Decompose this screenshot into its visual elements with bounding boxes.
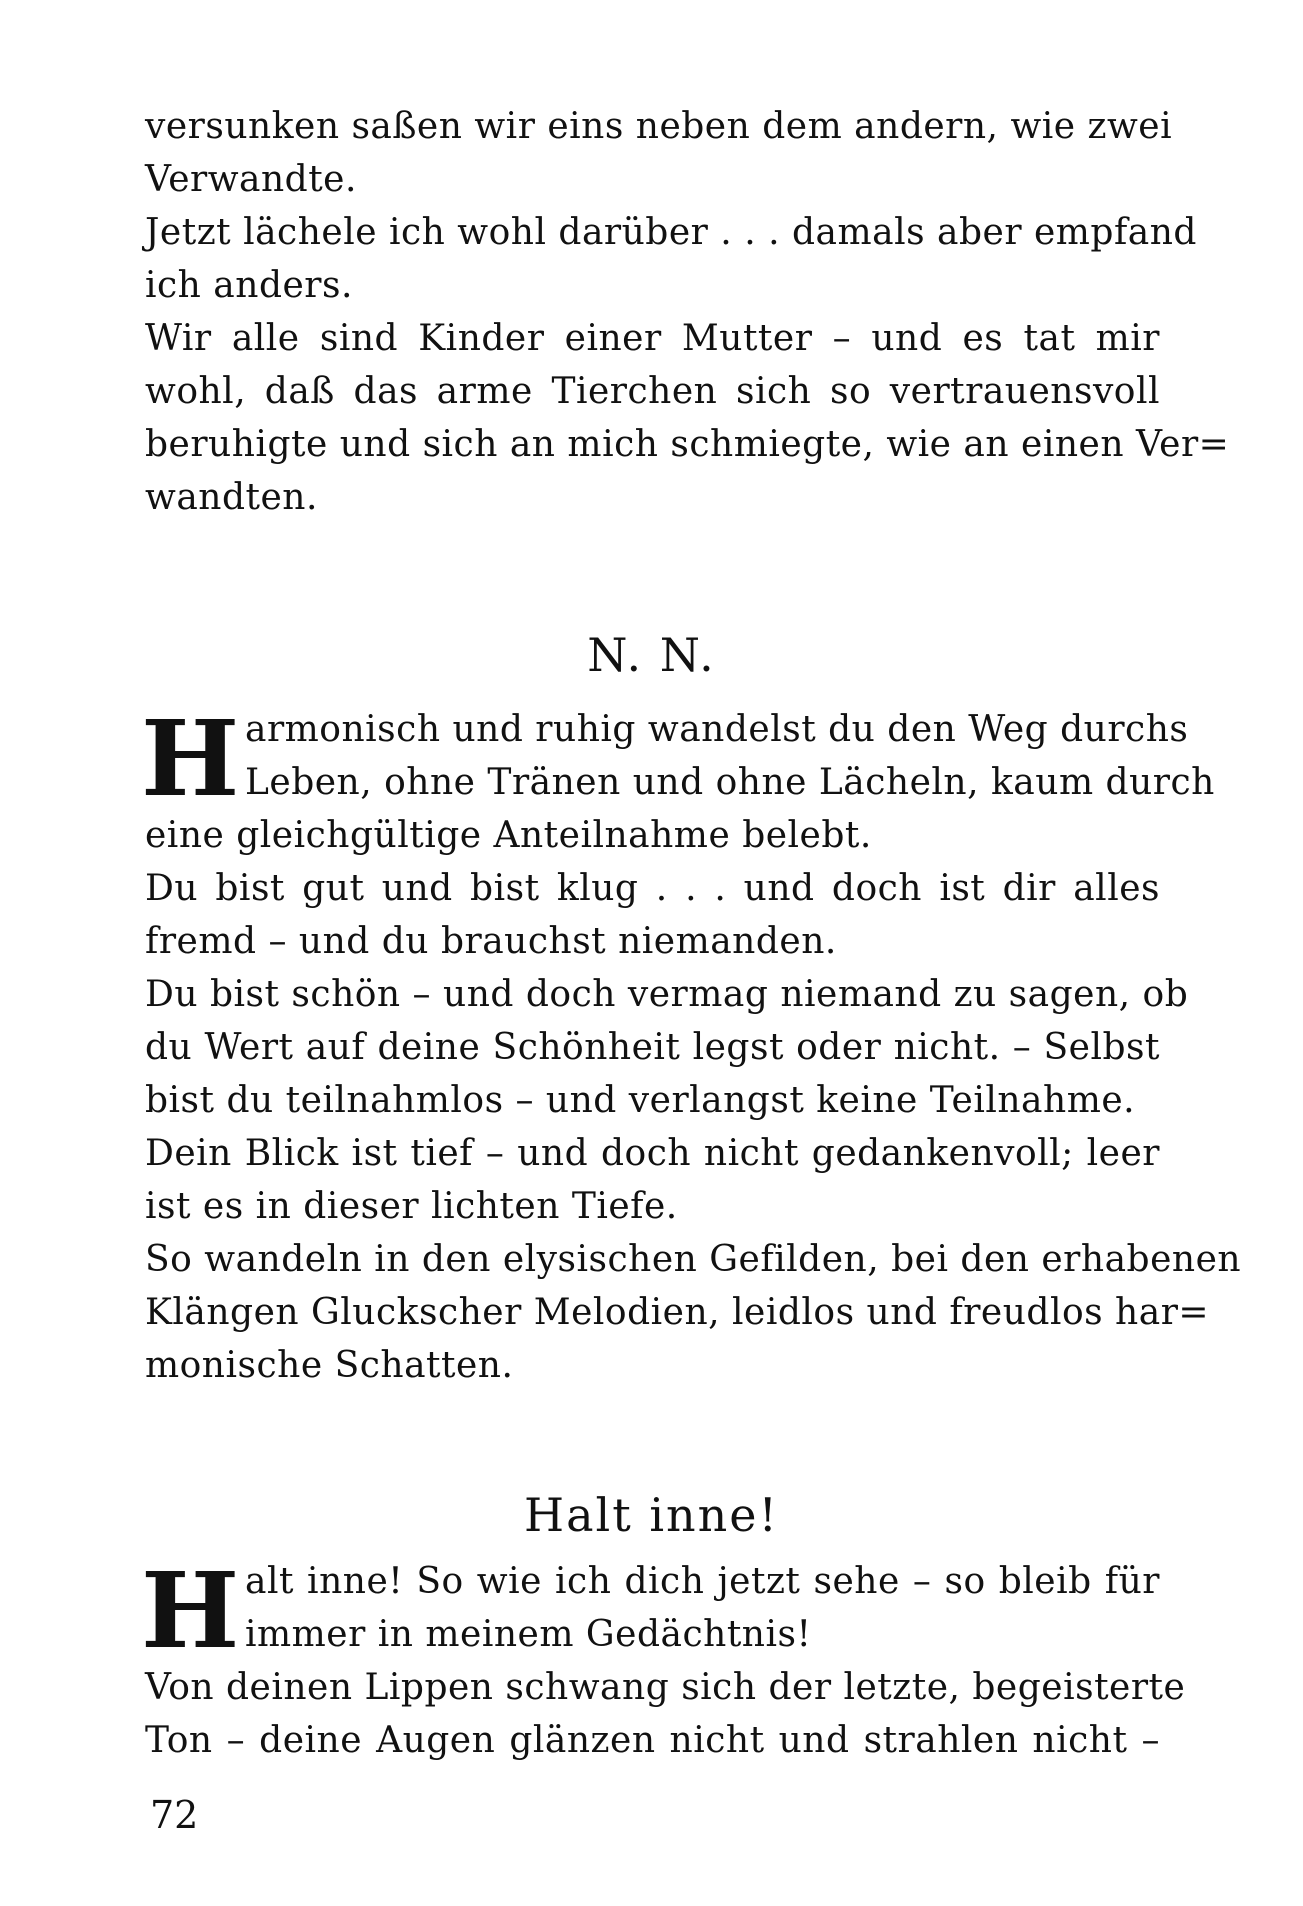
section-title-nn: N. N. <box>587 628 716 682</box>
text-line: Von deinen Lippen schwang sich der letzte, begeisterte <box>145 1667 1186 1708</box>
text-line: Jetzt lächele ich wohl darüber . . . damals aber empfand <box>145 212 1197 253</box>
dropcap-paragraph <box>141 1549 1160 1672</box>
text-line: Verwandte. <box>145 159 357 200</box>
text-line: So wandeln in den elysischen Gefilden, bei den erhabenen <box>145 1239 1242 1280</box>
text-line: Ton – deine Augen glänzen nicht und strahlen nicht – <box>145 1720 1160 1761</box>
text-line: versunken saßen wir eins neben dem andern, wie zwei <box>145 106 1173 147</box>
text-line: eine gleichgültige Anteilnahme belebt. <box>145 815 872 856</box>
text-line: beruhigte und sich an mich schmiegte, wie an einen Ver= <box>145 424 1230 465</box>
page-number: 72 <box>150 1793 199 1837</box>
section-continuation <box>145 100 1230 524</box>
dropcap-letter: H <box>141 1549 240 1672</box>
text-line: Klängen Gluckscher Melodien, leidlos und freudlos har= <box>145 1292 1210 1333</box>
section-halt-inne-body <box>141 1549 1186 1767</box>
text-line: Wir alle sind Kinder einer Mutter – und es tat mir <box>145 318 1160 359</box>
section-title-halt-inne: Halt inne! <box>523 1488 780 1542</box>
text-line: Du bist schön – und doch vermag niemand zu sagen, ob <box>145 974 1189 1015</box>
text-line: du Wert auf deine Schönheit legst oder nicht. – Selbst <box>145 1027 1160 1068</box>
text-line: fremd – und du brauchst niemanden. <box>145 921 837 962</box>
text-line: armonisch und ruhig wandelst du den Weg durchs <box>245 709 1189 750</box>
text-line: Du bist gut und bist klug . . . und doch ist dir alles <box>145 868 1160 909</box>
text-line: Leben, ohne Tränen und ohne Lächeln, kaum durch <box>245 762 1215 803</box>
text-line: immer in meinem Gedächtnis! <box>245 1614 812 1655</box>
text-line: monische Schatten. <box>145 1345 514 1386</box>
dropcap-letter: H <box>141 697 240 820</box>
text-line: ich anders. <box>145 265 353 306</box>
text-line: wohl, daß das arme Tierchen sich so vertrauensvoll <box>145 371 1160 412</box>
text-line: bist du teilnahmlos – und verlangst keine Teilnahme. <box>145 1080 1136 1121</box>
text-line: alt inne! So wie ich dich jetzt sehe – so bleib für <box>245 1561 1160 1602</box>
section-nn-body <box>141 697 1242 1392</box>
text-line: wandten. <box>145 477 318 518</box>
text-line: Dein Blick ist tief – und doch nicht gedankenvoll; leer <box>145 1133 1160 1174</box>
text-line: ist es in dieser lichten Tiefe. <box>145 1186 678 1227</box>
dropcap-paragraph <box>141 697 1215 820</box>
